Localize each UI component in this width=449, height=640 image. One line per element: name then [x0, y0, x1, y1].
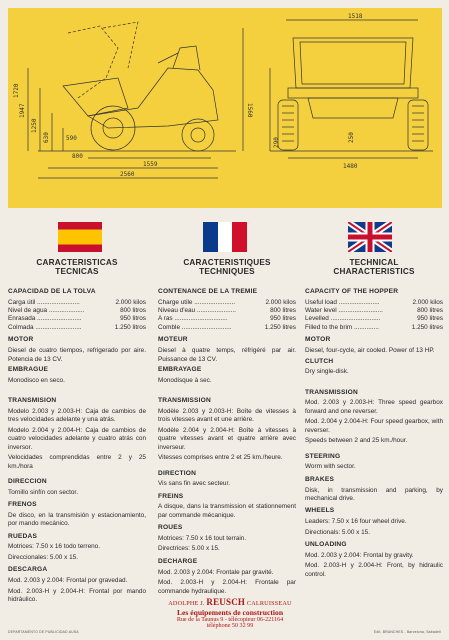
dim-1947: 1947 [19, 103, 26, 118]
spec-label: A ras .............................. [158, 315, 228, 323]
section-heading: UNLOADING [305, 541, 347, 549]
spec-value: 1.250 litres [411, 323, 443, 331]
spec-section [158, 397, 296, 462]
spec-section [8, 366, 146, 385]
spec-section [305, 336, 443, 355]
section-text: Diesel, four-cycle, air cooled. Power of 13 HP. [305, 347, 435, 355]
dim-1250: 1250 [31, 118, 38, 133]
section-text: Directrices: 5.00 x 15. [158, 545, 220, 553]
section-text: Modelo 2.003 y 2.003-H: Caja de cambios de tres velocidades adelante y una atrás. [8, 407, 146, 424]
section-text: Mod. 2.003 y 2.004: Frontal by gravity. [305, 551, 414, 559]
section-heading: STEERING [305, 452, 341, 460]
section-text: A disque, dans la transmission et stationnement par commande mécanique. [158, 503, 296, 519]
spec-label: Levelled ............................ [305, 315, 381, 323]
section-text: Mod. 2.003-H y 2.004-H: Frontale par commande hydraulique. [158, 579, 296, 595]
column-spanish [8, 258, 146, 604]
spec-value: 800 litros [120, 307, 146, 314]
spec-section [305, 389, 443, 446]
section-heading: CONTENANCE DE LA TREMIE [158, 287, 258, 295]
spec-row [305, 324, 443, 332]
section-text: Mod. 2.004 y 2.004-H: Four speed gearbox, with reverser. [305, 418, 443, 434]
section-text: Vitesses comprises entre 2 et 25 km./heure. [158, 454, 283, 462]
column-title: CARACTERISTICAS TECNICAS [36, 258, 118, 277]
spec-section [305, 288, 443, 333]
section-heading: FRENOS [8, 501, 37, 509]
uk-flag-icon [348, 222, 392, 252]
spec-section [8, 501, 146, 529]
spec-section [305, 541, 443, 579]
section-heading: CAPACITY OF THE HOPPER [305, 287, 399, 295]
spec-label: Carga útil ........................ [8, 298, 80, 306]
dealer-surname: REUSCH [206, 597, 246, 607]
spec-label: Enrasada ......................... [8, 315, 82, 323]
spec-row [158, 324, 296, 332]
section-text: Mod. 2.003-H y 2.004-H: Front, by hidraulic control. [305, 562, 443, 578]
section-heading: TRANSMISSION [305, 388, 358, 396]
spec-row [8, 299, 146, 307]
section-text: Mod. 2.003-H y 2.004-H: Frontal por mando hidráulico. [8, 587, 146, 603]
dealer-phone: téléphone 50 32 99 [206, 623, 254, 629]
section-heading: WHEELS [305, 507, 335, 515]
section-heading: MOTOR [305, 336, 331, 344]
spec-section [158, 524, 296, 554]
spec-row [158, 307, 296, 315]
section-text: Monodisque à sec. [158, 376, 212, 384]
section-heading: DESCARGA [8, 566, 48, 574]
spec-value: 950 litros [120, 315, 146, 323]
spec-row [158, 315, 296, 323]
spec-row [8, 315, 146, 323]
spec-row [8, 324, 146, 332]
dim-1559: 1559 [143, 161, 158, 168]
technical-drawing [8, 8, 442, 208]
section-heading: CAPACIDAD DE LA TOLVA [8, 287, 96, 295]
dim-1720: 1720 [13, 83, 20, 98]
section-text: Direccionales: 5.00 x 15. [8, 553, 78, 561]
dim-630: 630 [43, 132, 50, 143]
section-text: Disk, in transmission and parking, by mechanical drive. [305, 486, 443, 502]
spec-label: Useful load ....................... [305, 298, 380, 306]
section-text: Velocidades comprendidas entre 2 y 25 km./hora [8, 454, 146, 470]
section-text: Worm with sector. [305, 463, 356, 471]
spec-label: Niveau d'eau ...................... [158, 307, 236, 314]
column-english [305, 258, 443, 579]
dim-2560: 2560 [120, 171, 135, 178]
spec-row [158, 299, 296, 307]
spec-section [158, 366, 296, 385]
column-title: TECHNICAL CHARACTERISTICS [333, 258, 415, 277]
dealer-address: Rue de la Taunus 9 - télécopieur 06-221164 [176, 617, 284, 623]
spec-label: Charge utile ....................... [158, 298, 236, 306]
dim-250: 250 [348, 132, 355, 143]
dealer-name-line [130, 597, 330, 607]
footer-right-credit: Edit. BRANCHES - Barcelona, Sabadell [373, 630, 441, 634]
section-text: Modelo 2.004 y 2.004-H: Caja de cambios de cuatro velocidades adelante y cuatro atrás con inversor. [8, 426, 146, 451]
section-heading: RUEDAS [8, 532, 38, 540]
spec-value: 950 litres [270, 315, 296, 323]
spec-row [305, 315, 443, 323]
footer-left-credit: DEPARTAMENTO DE PUBLICIDAD AUSA [8, 630, 79, 634]
section-text: Diesel de cuatro tiempos, refrigerado por aire. Potencia de 13 CV. [8, 347, 146, 363]
spec-section [305, 358, 443, 377]
dim-1518: 1518 [348, 13, 363, 20]
spec-label: Water level ......................... [305, 307, 383, 314]
spec-row [305, 307, 443, 315]
section-heading: MOTEUR [158, 336, 188, 344]
spec-section [8, 533, 146, 563]
spec-row [305, 299, 443, 307]
section-heading: CLUTCH [305, 357, 334, 365]
spec-value: 800 litres [417, 307, 443, 314]
spec-section [8, 478, 146, 497]
france-flag-icon [203, 222, 247, 252]
spec-section [8, 566, 146, 604]
section-heading: MOTOR [8, 336, 34, 344]
dim-590: 590 [66, 135, 77, 142]
spec-label: Filled to the brim .............. [305, 323, 379, 331]
column-french [158, 258, 296, 596]
section-text: Monodisco en seco. [8, 376, 65, 384]
spec-section [305, 476, 443, 504]
section-text: Diesel à quatre temps, réfrigéré par air. Puissance de 13 CV. [158, 347, 296, 363]
spec-section [8, 288, 146, 333]
section-heading: DECHARGE [158, 557, 198, 565]
spec-section [158, 470, 296, 489]
spec-section [158, 336, 296, 364]
section-heading: EMBRAYAGE [158, 365, 202, 373]
section-text: Mod. 2.003 y 2.003-H: Three speed gearbox forward and one reverser. [305, 399, 443, 415]
dim-800: 800 [72, 153, 83, 160]
spec-value: 800 litres [270, 307, 296, 314]
dealer-location: CALRUISSEAU [246, 600, 292, 607]
spec-section [8, 397, 146, 471]
spec-label: Colmada .......................... [8, 323, 82, 331]
section-heading: DIRECCION [8, 478, 47, 485]
spec-section [158, 288, 296, 333]
section-heading: ROUES [158, 524, 183, 532]
section-heading: TRANSMISION [8, 397, 57, 405]
section-text: Mod. 2.003 y 2.004: Frontal por gravedad. [8, 577, 128, 585]
section-heading: DIRECTION [158, 469, 197, 477]
section-text: Vis sans fin avec secteur. [158, 480, 230, 488]
spec-row [8, 307, 146, 315]
dim-1560: 1560 [246, 103, 253, 118]
section-text: Modèle 2.003 y 2.003-H: Boîte de vitesses à trois vitesses avant et une arrière. [158, 407, 296, 424]
spec-value: 2.000 kilos [115, 298, 146, 306]
column-title: CARACTERISTIQUES TECHNIQUES [183, 258, 271, 277]
section-text: Speeds between 2 and 25 km./hour. [305, 437, 408, 445]
section-text: Dry single-disk. [305, 368, 349, 376]
spec-label: Comble ............................ [158, 323, 232, 331]
section-text: Leaders: 7.50 x 16 four wheel drive. [305, 518, 407, 526]
section-text: Tornillo sinfín con sector. [8, 488, 78, 496]
spec-value: 1.250 litros [114, 323, 146, 331]
spec-section [158, 493, 296, 521]
dealer-stamp [130, 597, 330, 629]
section-text: Mod. 2.003 y 2.004: Frontale par gravité. [158, 568, 274, 576]
section-text: De disco, en la transmisión y estacionamiento, por mando mecánico. [8, 511, 146, 528]
spec-section [158, 558, 296, 596]
spain-flag-icon [58, 222, 102, 252]
spec-section [305, 507, 443, 537]
section-text: Directionals: 5.00 x 15. [305, 528, 371, 536]
section-heading: EMBRAGUE [8, 365, 49, 373]
spec-section [8, 336, 146, 364]
spec-value: 2.000 kilos [265, 298, 296, 306]
section-heading: BRAKES [305, 475, 335, 483]
dealer-tagline: Les équipements de construction [176, 608, 284, 617]
spec-value: 1.250 litres [264, 323, 296, 331]
section-heading: FREINS [158, 492, 184, 500]
section-text: Motrices: 7.50 x 16 todo terreno. [8, 543, 101, 551]
section-heading: TRANSMISSION [158, 397, 211, 405]
dealer-first-name: ADOLPHE J. [168, 600, 205, 607]
dim-290: 290 [273, 137, 280, 148]
spec-label: Nivel de agua .................... [8, 307, 85, 314]
dim-1480: 1480 [343, 163, 358, 170]
section-text: Modèle 2.004 y 2.004-H: Boîte à vitesses à quatre vitesses avant et quatre arrière avec inverseur. [158, 426, 296, 451]
spec-value: 950 litres [417, 315, 443, 323]
section-text: Motrices: 7.50 x 16 tout terrain. [158, 535, 247, 543]
spec-value: 2.000 kilos [412, 298, 443, 306]
spec-section [305, 453, 443, 472]
